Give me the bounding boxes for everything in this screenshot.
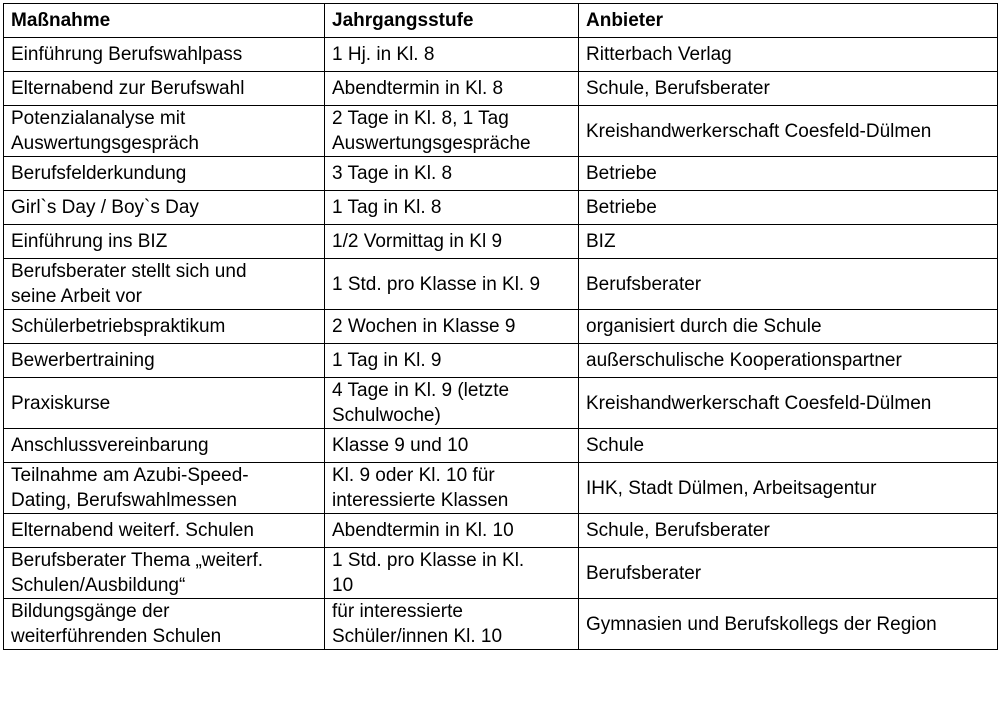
cell-grade-level: Abendtermin in Kl. 8 — [325, 72, 579, 106]
cell-grade-level: 1 Tag in Kl. 8 — [325, 191, 579, 225]
table-row — [4, 344, 998, 378]
cell-provider: Schule, Berufsberater — [579, 514, 998, 548]
cell-grade-level: 2 Wochen in Klasse 9 — [325, 310, 579, 344]
cell-provider: Schule, Berufsberater — [579, 72, 998, 106]
cell-grade-level: für interessierte Schüler/innen Kl. 10 — [325, 599, 579, 650]
cell-measure: Anschlussvereinbarung — [4, 429, 325, 463]
cell-measure: Schülerbetriebspraktikum — [4, 310, 325, 344]
header-provider: Anbieter — [579, 4, 998, 38]
cell-measure: Berufsberater stellt sich und seine Arbeit vor — [4, 259, 325, 310]
cell-provider: Kreishandwerkerschaft Coesfeld-Dülmen — [579, 378, 998, 429]
table-row — [4, 310, 998, 344]
table-row — [4, 514, 998, 548]
cell-provider: BIZ — [579, 225, 998, 259]
cell-provider: Gymnasien und Berufskollegs der Region — [579, 599, 998, 650]
cell-provider: außerschulische Kooperationspartner — [579, 344, 998, 378]
cell-provider: Ritterbach Verlag — [579, 38, 998, 72]
cell-measure: Einführung Berufswahlpass — [4, 38, 325, 72]
cell-grade-level: Klasse 9 und 10 — [325, 429, 579, 463]
table-row — [4, 378, 998, 429]
cell-grade-level: 1 Std. pro Klasse in Kl. 10 — [325, 548, 579, 599]
header-grade-level: Jahrgangsstufe — [325, 4, 579, 38]
cell-measure: Berufsberater Thema „weiterf. Schulen/Ausbildung“ — [4, 548, 325, 599]
cell-grade-level: 1 Hj. in Kl. 8 — [325, 38, 579, 72]
table-row — [4, 191, 998, 225]
table-row — [4, 463, 998, 514]
cell-measure: Teilnahme am Azubi-Speed- Dating, Berufswahlmessen — [4, 463, 325, 514]
cell-provider: Berufsberater — [579, 548, 998, 599]
cell-provider: Berufsberater — [579, 259, 998, 310]
cell-measure: Elternabend weiterf. Schulen — [4, 514, 325, 548]
cell-grade-level: 3 Tage in Kl. 8 — [325, 157, 579, 191]
cell-provider: organisiert durch die Schule — [579, 310, 998, 344]
cell-measure: Einführung ins BIZ — [4, 225, 325, 259]
cell-provider: Schule — [579, 429, 998, 463]
cell-grade-level: 1 Tag in Kl. 9 — [325, 344, 579, 378]
measures-table — [3, 3, 998, 650]
cell-measure: Girl`s Day / Boy`s Day — [4, 191, 325, 225]
cell-grade-level: 1/2 Vormittag in Kl 9 — [325, 225, 579, 259]
cell-measure: Bewerbertraining — [4, 344, 325, 378]
table-row — [4, 599, 998, 650]
header-measure: Maßnahme — [4, 4, 325, 38]
cell-provider: Betriebe — [579, 157, 998, 191]
cell-grade-level: 4 Tage in Kl. 9 (letzte Schulwoche) — [325, 378, 579, 429]
cell-grade-level: 1 Std. pro Klasse in Kl. 9 — [325, 259, 579, 310]
cell-measure: Bildungsgänge der weiterführenden Schulen — [4, 599, 325, 650]
table-row — [4, 106, 998, 157]
table-row — [4, 38, 998, 72]
table-row — [4, 548, 998, 599]
table-row — [4, 72, 998, 106]
cell-provider: Betriebe — [579, 191, 998, 225]
cell-grade-level: 2 Tage in Kl. 8, 1 Tag Auswertungsgespräche — [325, 106, 579, 157]
table-row — [4, 429, 998, 463]
cell-grade-level: Kl. 9 oder Kl. 10 für interessierte Klassen — [325, 463, 579, 514]
table-row — [4, 259, 998, 310]
cell-measure: Elternabend zur Berufswahl — [4, 72, 325, 106]
cell-measure: Potenzialanalyse mit Auswertungsgespräch — [4, 106, 325, 157]
cell-measure: Praxiskurse — [4, 378, 325, 429]
header-row — [4, 4, 998, 38]
cell-measure: Berufsfelderkundung — [4, 157, 325, 191]
table-row — [4, 157, 998, 191]
cell-grade-level: Abendtermin in Kl. 10 — [325, 514, 579, 548]
cell-provider: Kreishandwerkerschaft Coesfeld-Dülmen — [579, 106, 998, 157]
cell-provider: IHK, Stadt Dülmen, Arbeitsagentur — [579, 463, 998, 514]
table-row — [4, 225, 998, 259]
